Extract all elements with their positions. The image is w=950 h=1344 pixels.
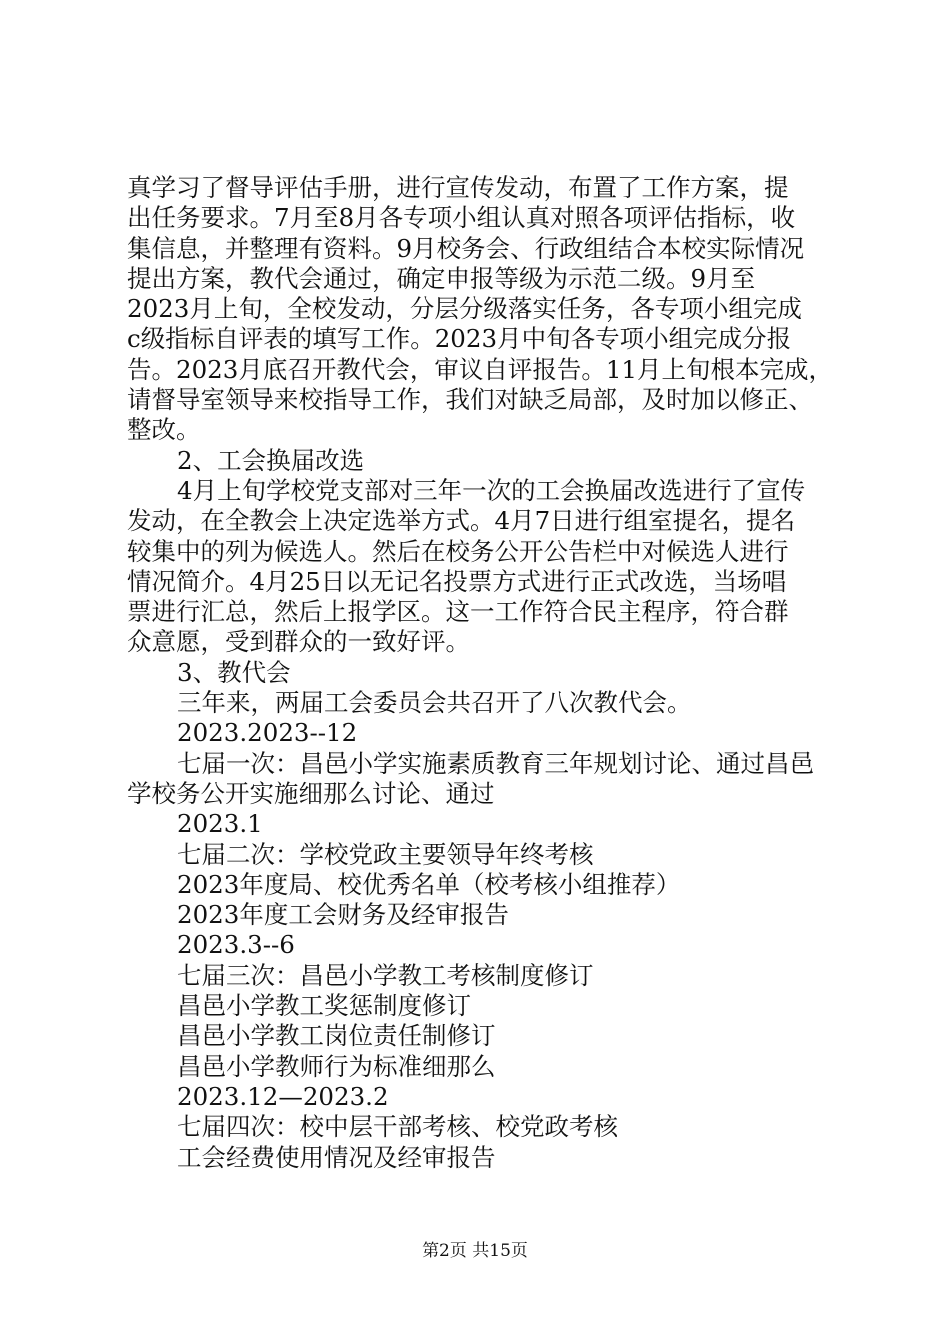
text-line: 2023年度工会财务及经审报告: [177, 900, 509, 930]
page-number: 第2页 共15页: [422, 1241, 528, 1261]
text-line: 真学习了督导评估手册，进行宣传发动，布置了工作方案，提: [127, 173, 789, 202]
document-body: [127, 173, 834, 1173]
text-line: 七届二次：学校党政主要领导年终考核: [177, 839, 594, 869]
text-line: 情况简介。4月25日以无记名投票方式进行正式改选，当场唱: [127, 566, 787, 596]
text-line: 3、教代会: [177, 657, 291, 687]
text-line: 票进行汇总，然后上报学区。这一工作符合民主程序，符合群: [127, 597, 789, 627]
text-line: 告。2023月底召开教代会，审议自评报告。11月上旬根本完成，: [127, 354, 834, 384]
text-line: 昌邑小学教工奖惩制度修订: [177, 991, 471, 1021]
text-line: c级指标自评表的填写工作。2023月中旬各专项小组完成分报: [127, 324, 792, 354]
page-footer: [0, 1240, 950, 1262]
text-line: 4月上旬学校党支部对三年一次的工会换届改选进行了宣传: [177, 475, 806, 505]
text-line: 整改。: [127, 415, 201, 445]
text-line: 2、工会换届改选: [177, 445, 365, 475]
text-line: 请督导室领导来校指导工作，我们对缺乏局部，及时加以修正、: [127, 385, 813, 415]
text-line: 2023年度局、校优秀名单（校考核小组推荐）: [177, 869, 681, 899]
text-line: 集信息，并整理有资料。9月校务会、行政组结合本校实际情况: [127, 233, 805, 263]
text-line: 较集中的列为候选人。然后在校务公开公告栏中对候选人进行: [127, 536, 789, 566]
text-line: 昌邑小学教工岗位责任制修订: [177, 1021, 496, 1051]
text-line: 2023.2023--12: [177, 718, 358, 748]
text-line: 2023.12—2023.2: [177, 1081, 389, 1111]
text-line: 2023.3--6: [177, 930, 295, 960]
text-line: 三年来，两届工会委员会共召开了八次教代会。: [177, 688, 692, 718]
text-line: 七届一次：昌邑小学实施素质教育三年规划讨论、通过昌邑: [177, 748, 814, 778]
text-line: 昌邑小学教师行为标准细那么: [177, 1051, 496, 1081]
text-line: 七届四次：校中层干部考核、校党政考核: [177, 1112, 618, 1142]
text-line: 提出方案，教代会通过，确定申报等级为示范二级。9月至: [127, 263, 756, 293]
text-line: 七届三次：昌邑小学教工考核制度修订: [177, 960, 594, 990]
text-line: 工会经费使用情况及经审报告: [177, 1142, 496, 1172]
text-line: 2023.1: [177, 809, 263, 839]
text-line: 出任务要求。7月至8月各专项小组认真对照各项评估指标，收: [127, 203, 796, 233]
text-line: 众意愿，受到群众的一致好评。: [127, 627, 470, 657]
text-line: 发动，在全教会上决定选举方式。4月7日进行组室提名，提名: [127, 506, 796, 536]
text-line: 学校务公开实施细那么讨论、通过: [127, 778, 495, 808]
text-line: 2023月上旬，全校发动，分层分级落实任务，各专项小组完成: [127, 294, 802, 324]
